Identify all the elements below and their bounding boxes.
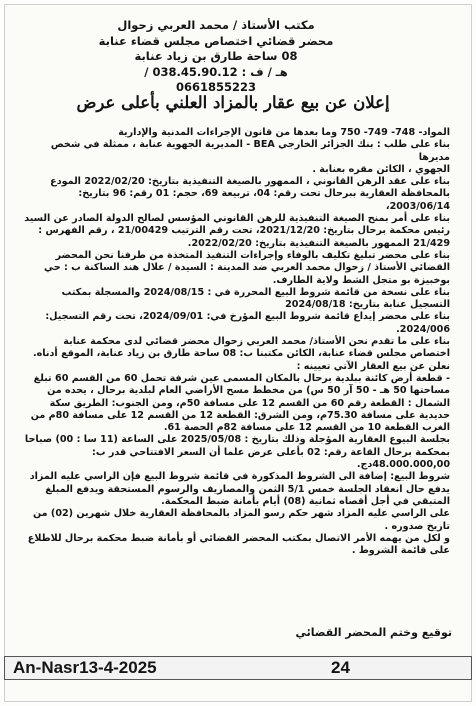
newspaper-footer xyxy=(4,656,472,680)
bailiff-header xyxy=(30,18,402,96)
paragraph: بجلسة البيوع العقارية المؤجلة وذلك بتاريخ : 2025/05/08 على الساعة (11 سا : 00) صباحا بمحكمة برحال القاعة رقم: 02 بأعلى عرض علما أن السعر الافتتاحي قدر ب: 48.000.000,00دج. xyxy=(24,434,450,471)
paragraph: شروط البيع: إضافة الى الشروط المذكورة في قائمة شروط البيع فإن الراسي عليه المزاد يدفع حال انعقاد الجلسة خمس 5/1 الثمن والمصاريف والرسوم المستحقة ويدفع المبلغ المتبقي في أجل أقصاه ثمانية (08) أيام بأمانة ضبط المحكمة. xyxy=(29,471,450,507)
paragraph: و لكل من يهمه الأمر الاتصال بمكتب المحضر القضائي أو بأمانة ضبط محكمة برحال للاطلاع على قائمة الشروط . xyxy=(27,532,450,557)
paragraph: بناء على عقد الرهن القانوني ، الممهور بالصيغة التنفيذية بتاريخ: 2022/02/20 المودع بالمحافظة العقارية ببرحال تحت رقم: 04، تربيعة 69، حجم: 01 رقم: 96 بتاريخ: 2003/06/14، xyxy=(50,176,450,212)
phone-line: هـ / ف : 038.45.90.12 / xyxy=(144,64,288,79)
paragraph: المواد- 748- 749- 750 وما بعدها من قانون الإجراءات المدنية والإدارية xyxy=(118,127,450,138)
paragraph: بناء على أمر بمنح الصيغة التنفيذية للرهن القانوني المؤسس لصالح الدولة الصادر عن السيد رئيس محكمة برحال بتاريخ: 2021/12/20، تحت رقم الترتيب 21/00429 ، رقم الفهرس : 21/429 الممهور بالصيغة التنفيذية بتاريخ: 2022/02/20. xyxy=(24,213,450,249)
paragraph: على الراسي عليه المزاد شهر حكم رسو المزاد بالمحافظة العقارية خلال شهرين (02) من تاريخ صدوره . xyxy=(33,508,450,532)
paragraph: بناء على محضر تبليغ تكليف بالوفاء وإجراءات التنفيذ المتخذة من طرفنا نحن المحضر القضائي الأستاذ / زحوال محمد العربي ضد المدينة : السيدة / علال هند الساكنة ب : حي بوخبيزة بو متجل الشط ولاية الطارف. xyxy=(44,249,450,286)
paragraph: - قطعة أرض كائنة ببلدية برحال بالمكان المسمى عين شرفة تحمل 60 من القسم 60 تبلغ مساحتها 50 هـ - 50 آر 50 س) من مخطط مسح الأراضي العام لبلدية برحال ، يحده من الشمال : القطعة رقم 60 من القسم 12 على مسافة 50م، ومن الجنوب: الطريق سكة حديدية على مسافة 75.30م، ومن الشرق: القطعة 12 من القسم 12 على مسافة 80م من الغرب القطعة 10 من القسم 12 على مسافة 82م الحصة 61. xyxy=(30,372,450,434)
notice-body xyxy=(20,127,450,557)
paragraph: نعلن عن بيع العقار الآتي تعيينه : xyxy=(296,360,450,372)
paragraph: بناء على نسخة من قائمة شروط البيع المحررة في : 2024/08/15 والمسجلة بمكتب التسجيل عنابة بتاريخ: 2024/08/18 xyxy=(61,286,450,311)
issue-label: An-Nasr13-4-2025 xyxy=(13,658,157,677)
signature-line: توقيع وختم المحضر القضائي xyxy=(295,626,452,639)
office-line: مكتب الأستاذ / محمد العربي زحوال xyxy=(117,18,315,32)
paragraph: بناء على محضر إيداع قائمة شروط البيع المؤرخ في: 2024/09/01، تحت رقم التسجيل: 2024/006. xyxy=(45,311,450,335)
mobile-line: 0661855223 xyxy=(175,80,257,94)
notice-title: إعلان عن بيع عقار بالمزاد العلني بأعلى عرض xyxy=(76,93,390,112)
role-line: محضر قضائي اختصاص مجلس قضاء عنابة xyxy=(98,33,334,48)
address-line: 08 ساحة طارق بن زياد عنابة xyxy=(134,49,298,63)
paragraph: بناء على طلب : بنك الجزائر الخارجي BEA - المديرية الجهوية عنابة ، ممثلة في شخص مديرها xyxy=(50,139,450,163)
paragraph: الجهوي ، الكائن مقره بعنابة . xyxy=(312,163,450,175)
paragraph: بناء على ما تقدم نحن الأستاذ/ محمد العربي زحوال محضر قضائي لدى محكمة عنابة اختصاص مجلس قضاء عنابة، الكائن مكتبنا ب: 08 ساحة طارق بن زياد عنابة، الموقع أدناه. xyxy=(33,336,450,360)
page-number: 24 xyxy=(331,658,350,677)
